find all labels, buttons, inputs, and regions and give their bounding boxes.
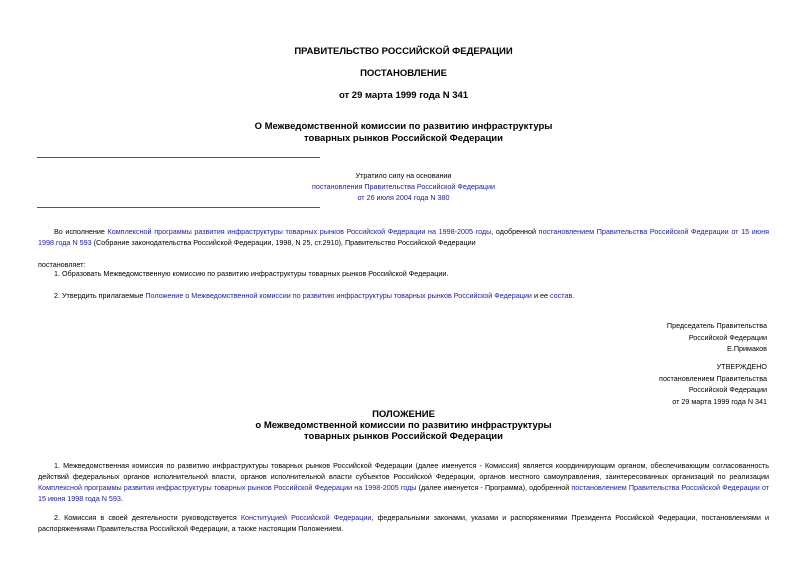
void-note-link[interactable]: постановления Правительства Российской Федерации xyxy=(311,182,496,191)
void-note-link-date[interactable]: от 26 июля 2004 года N 380 xyxy=(357,193,450,202)
regulation-subtitle1: о Межведомственной комиссии по развитию инфраструктуры xyxy=(255,420,552,431)
approval-block xyxy=(659,361,767,407)
regulation-item-2: 2. Комиссия в своей деятельности руководствуется Конституцией Российской Федерации, федеральными законами, указами и распоряжениями Президента Российской Федерации, постановлениями и распоряжениями Правительства Российской Федерации, а также настоящим Положением. xyxy=(38,513,769,533)
document-title-line2: товарных рынков Российской Федерации xyxy=(303,133,503,144)
composition-link[interactable]: состав xyxy=(549,291,573,300)
decree-word: постановляет: xyxy=(38,260,86,269)
regulation-subtitle2: товарных рынков Российской Федерации xyxy=(303,431,503,442)
resolution-593-link-2[interactable]: постановлением Правительства Российской Федерации от 15 июня 1998 года N 593 xyxy=(38,483,770,503)
divider-bottom xyxy=(37,207,320,208)
approval-date: от 29 марта 1999 года N 341 xyxy=(672,396,767,406)
divider-top xyxy=(37,157,320,158)
void-note-line1: Утратило силу на основании xyxy=(355,171,452,180)
constitution-link[interactable]: Конституцией Российской Федерации xyxy=(240,513,372,522)
program-link-2[interactable]: Комплексной программы развития инфраструктуры товарных рынков Российской Федерации на 1998-2005 годы xyxy=(38,483,417,492)
signature-name: Е.Примаков xyxy=(727,344,767,353)
approval-word: УТВЕРЖДЕНО xyxy=(716,362,767,371)
regulation-link[interactable]: Положение о Межведомственной комиссии по развитию инфраструктуры товарных рынков Российской Федерации xyxy=(145,291,532,300)
government-name: ПРАВИТЕЛЬСТВО РОССИЙСКОЙ ФЕДЕРАЦИИ xyxy=(294,46,513,57)
document-date: от 29 марта 1999 года N 341 xyxy=(338,90,469,101)
document-type: ПОСТАНОВЛЕНИЕ xyxy=(360,68,447,79)
approval-country: Российской Федерации xyxy=(688,385,767,394)
regulation-title: ПОЛОЖЕНИЕ xyxy=(372,409,435,420)
approval-by: постановлением Правительства xyxy=(659,373,767,383)
document-title-line1: О Межведомственной комиссии по развитию инфраструктуры xyxy=(254,121,553,132)
program-link[interactable]: Комплексной программы развития инфраструктуры товарных рынков Российской Федерации на 1998-2005 годы xyxy=(107,227,492,236)
signature-country: Российской Федерации xyxy=(688,332,767,342)
signature-title: Председатель Правительства xyxy=(666,321,767,330)
intro-paragraph: Во исполнение Комплексной программы развития инфраструктуры товарных рынков Российской Федерации на 1998-2005 годы, одобренной постановлением Правительства Российской Федерации от 15 июня 1998 года N 593 (Собрание законодательства Российской Федерации, 1998, N 25, ст.2910), Правительство Российской Федерации xyxy=(38,227,769,247)
item-1: 1. Образовать Межведомственную комиссию по развитию инфраструктуры товарных рынков Российской Федерации. xyxy=(54,269,449,278)
regulation-item-1: 1. Межведомственная комиссия по развитию инфраструктуры товарных рынков Российской Федерации (далее именуется - Комиссия) является координирующим органом, обеспечивающим согласованность действий федеральных органов исполнительной власти, органов исполнительной власти субъектов Российской Федерации, органов местного самоуправления, заинтересованных организаций по реализации Комплексной программы развития инфраструктуры товарных рынков Российской Федерации на 1998-2005 годы (далее именуется - Программа), одобренной постановлением Правительства Российской Федерации от 15 июня 1998 года N 593. xyxy=(38,461,770,503)
resolution-593-link[interactable]: постановлением Правительства Российской Федерации от 15 июня 1998 года N 593 xyxy=(38,227,769,247)
signature-block xyxy=(667,320,767,355)
item-2: 2. Утвердить прилагаемые Положение о Межведомственной комиссии по развитию инфраструктуры товарных рынков Российской Федерации и ее состав. xyxy=(54,291,575,300)
